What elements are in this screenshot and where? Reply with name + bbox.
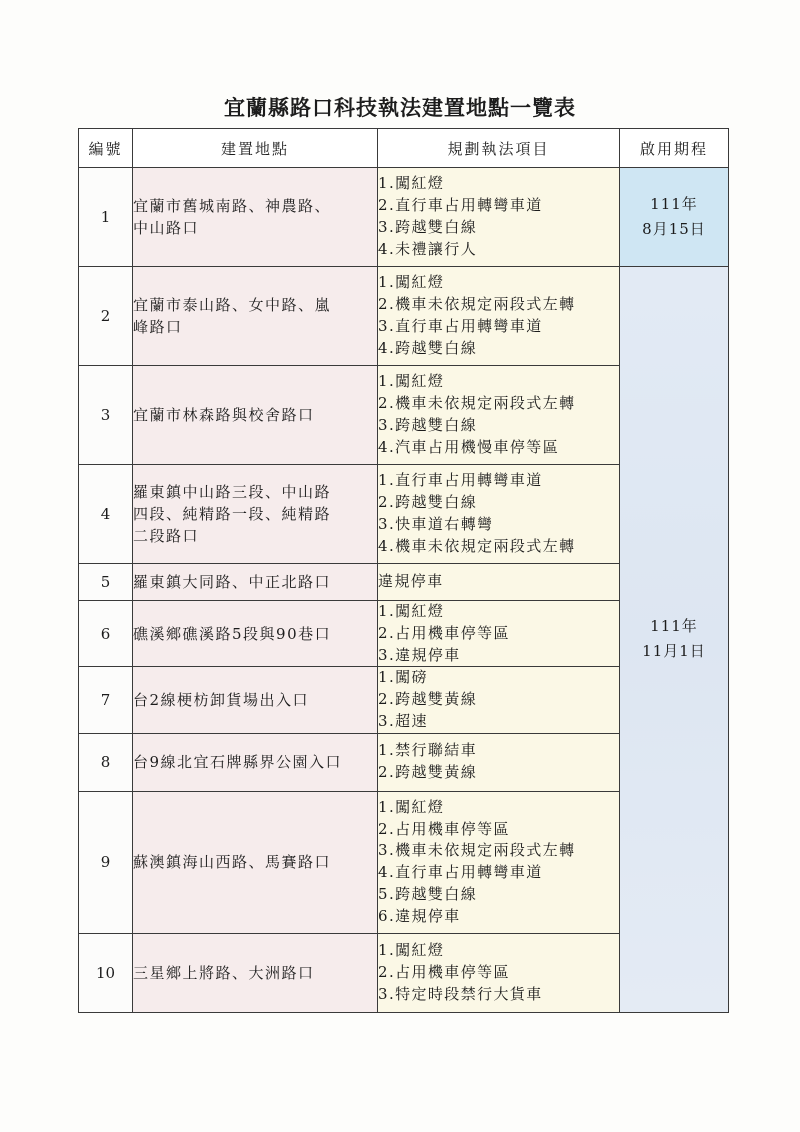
enforcement-item: 2.跨越雙黃線 [378, 690, 478, 709]
enforcement-item: 3.超速 [378, 711, 428, 730]
page-title: 宜蘭縣路口科技執法建置地點一覽表 [224, 95, 576, 120]
row-number: 7 [79, 667, 133, 733]
enforcement-item: 1.直行車占用轉彎車道 [378, 471, 543, 490]
row-location [133, 933, 378, 1012]
enforcement-item: 1.闖紅燈 [378, 372, 445, 391]
row-number: 10 [79, 933, 133, 1012]
table-header-row [79, 129, 729, 168]
row-enforcement-items [378, 366, 620, 465]
row-number: 4 [79, 465, 133, 564]
row-enforcement-items [378, 168, 620, 267]
enforcement-item: 4.機車未依規定兩段式左轉 [378, 536, 576, 555]
row-number: 5 [79, 564, 133, 601]
enforcement-item: 2.機車未依規定兩段式左轉 [378, 295, 576, 314]
row-location [133, 601, 378, 667]
schedule-cell [620, 267, 729, 1013]
enforcement-item: 1.禁行聯結車 [378, 741, 478, 760]
enforcement-item: 4.未禮讓行人 [378, 239, 478, 258]
row-enforcement-items [378, 601, 620, 667]
enforcement-item: 3.特定時段禁行大貨車 [378, 984, 543, 1003]
row-enforcement-items [378, 733, 620, 791]
row-location [133, 667, 378, 733]
enforcement-item: 1.闖紅燈 [378, 797, 445, 816]
enforcement-item: 3.機車未依規定兩段式左轉 [378, 841, 576, 860]
schedule-year: 111年 [650, 195, 698, 213]
enforcement-item: 1.闖紅燈 [378, 174, 445, 193]
row-enforcement-items [378, 791, 620, 933]
enforcement-locations-table [78, 128, 729, 1013]
row-enforcement-items [378, 667, 620, 733]
enforcement-item: 1.闖紅燈 [378, 941, 445, 960]
location-line: 羅東鎮大同路、中正北路口 [133, 573, 332, 591]
row-location [133, 168, 378, 267]
header-location: 建置地點 [133, 129, 378, 168]
table-row [79, 267, 729, 366]
enforcement-item: 2.占用機車停等區 [378, 819, 510, 838]
location-line: 峰路口 [133, 318, 183, 336]
row-number: 2 [79, 267, 133, 366]
enforcement-item: 2.占用機車停等區 [378, 623, 510, 642]
enforcement-item: 2.跨越雙白線 [378, 493, 478, 512]
enforcement-item: 4.汽車占用機慢車停等區 [378, 437, 560, 456]
enforcement-item: 3.違規停車 [378, 645, 461, 664]
row-enforcement-items [378, 267, 620, 366]
row-location [133, 267, 378, 366]
row-enforcement-items [378, 933, 620, 1012]
enforcement-item: 4.直行車占用轉彎車道 [378, 863, 543, 882]
location-line: 礁溪鄉礁溪路5段與90巷口 [133, 624, 332, 643]
header-schedule: 啟用期程 [620, 129, 729, 168]
table-body [79, 168, 729, 1013]
enforcement-item: 違規停車 [378, 572, 444, 591]
location-line: 宜蘭市泰山路、女中路、嵐 [133, 296, 332, 314]
row-number: 9 [79, 791, 133, 933]
row-number: 3 [79, 366, 133, 465]
location-line: 三星鄉上將路、大洲路口 [133, 963, 315, 982]
enforcement-item: 2.跨越雙黃線 [378, 763, 478, 782]
enforcement-item: 5.跨越雙白線 [378, 885, 478, 904]
row-enforcement-items [378, 564, 620, 601]
enforcement-item: 2.占用機車停等區 [378, 962, 510, 981]
schedule-cell [620, 168, 729, 267]
schedule-date: 8月15日 [642, 220, 706, 238]
enforcement-item: 1.闖紅燈 [378, 602, 445, 620]
enforcement-item: 3.快車道右轉彎 [378, 515, 494, 533]
enforcement-item: 3.跨越雙白線 [378, 416, 478, 434]
row-location [133, 564, 378, 601]
row-location [133, 733, 378, 791]
enforcement-item: 3.直行車占用轉彎車道 [378, 317, 543, 335]
row-location [133, 465, 378, 564]
enforcement-item: 2.機車未依規定兩段式左轉 [378, 394, 576, 413]
schedule-year: 111年 [650, 617, 698, 636]
row-number: 1 [79, 168, 133, 267]
row-number: 6 [79, 601, 133, 667]
location-line: 台9線北宜石牌縣界公園入口 [133, 753, 343, 772]
enforcement-item: 3.跨越雙白線 [378, 218, 478, 236]
row-location [133, 791, 378, 933]
location-line: 四段、純精路一段、純精路 [133, 505, 332, 523]
row-number: 8 [79, 733, 133, 791]
enforcement-item: 4.跨越雙白線 [378, 338, 478, 357]
enforcement-item: 2.直行車占用轉彎車道 [378, 196, 543, 215]
enforcement-item: 1.闖磅 [378, 668, 428, 687]
location-line: 羅東鎮中山路三段、中山路 [133, 483, 332, 501]
header-items: 規劃執法項目 [378, 129, 620, 168]
location-line: 台2線梗枋卸貨場出入口 [133, 691, 310, 710]
location-line: 宜蘭市林森路與校舍路口 [133, 406, 315, 424]
row-enforcement-items [378, 465, 620, 564]
enforcement-item: 6.違規停車 [378, 906, 461, 925]
location-line: 中山路口 [133, 219, 200, 237]
row-location [133, 366, 378, 465]
location-line: 宜蘭市舊城南路、神農路、 [133, 197, 332, 215]
enforcement-item: 1.闖紅燈 [378, 273, 445, 292]
schedule-date: 11月1日 [642, 642, 706, 661]
location-line: 蘇澳鎮海山西路、馬賽路口 [133, 853, 332, 872]
table-row [79, 168, 729, 267]
header-num: 編號 [79, 129, 133, 168]
location-line: 二段路口 [133, 527, 200, 545]
